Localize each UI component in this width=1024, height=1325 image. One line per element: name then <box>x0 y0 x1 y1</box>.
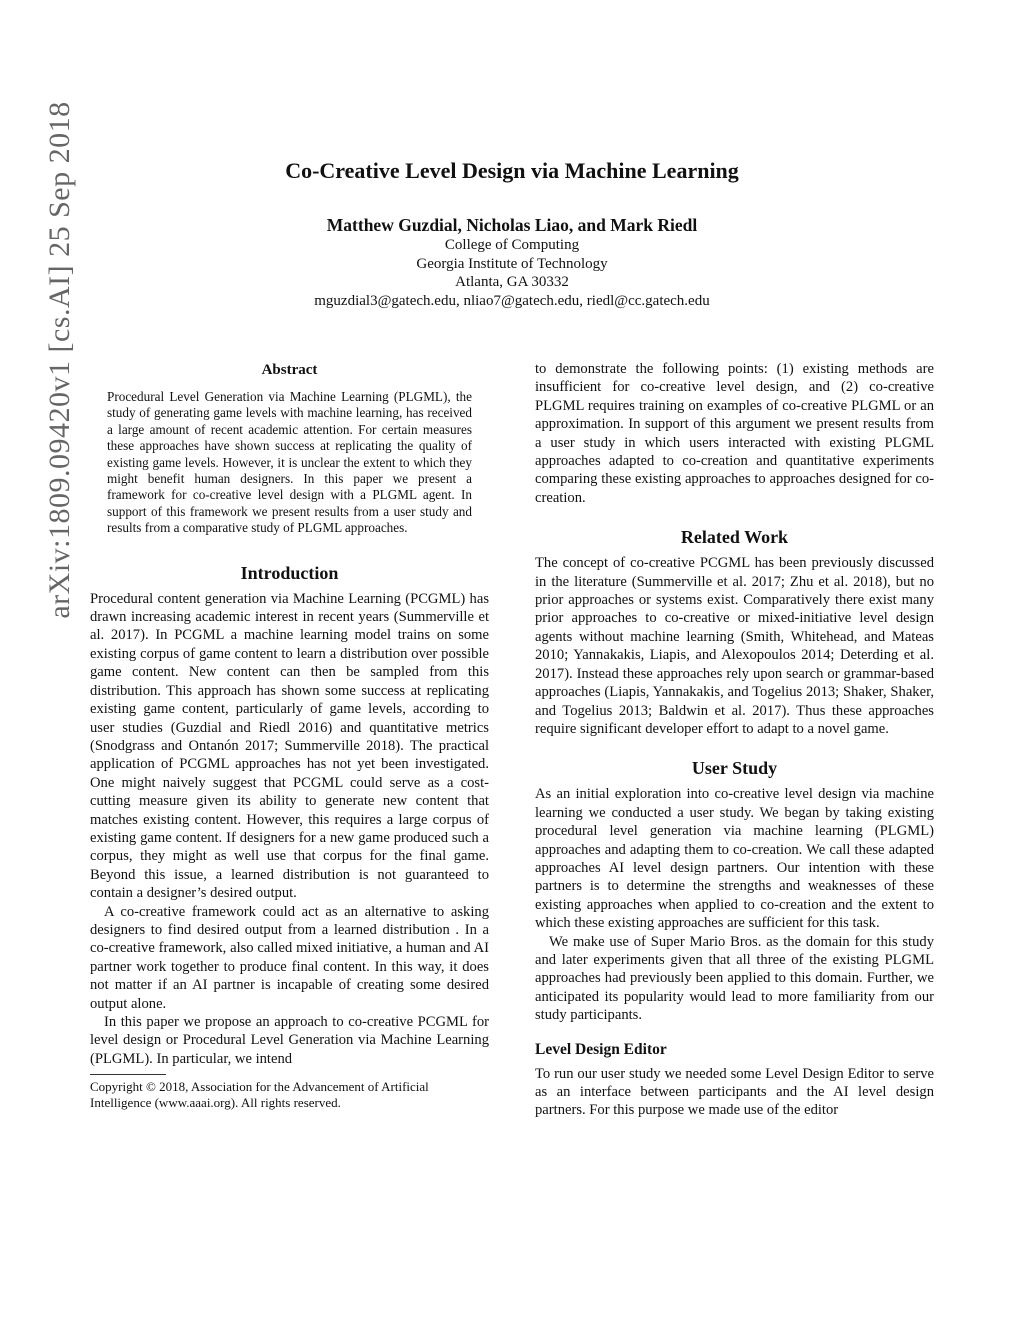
right-column <box>535 360 934 1120</box>
user-study-paragraph-2: We make use of Super Mario Bros. as the domain for this study and later experiments given that all three of the existing PLGML approaches had previously been applied to this domain. Further, we anticipated its popularity would lead to more familiarity from our study participants. <box>535 933 934 1024</box>
introduction-paragraph-2: A co-creative framework could act as an alternative to asking designers to find desired output from a learned distribution . In a co-creative framework, also called mixed initiative, a human and AI partner work together to produce final content. In this way, it does not matter if an AI partner is incapable of creating some desired output alone. <box>90 903 489 1012</box>
abstract-heading: Abstract <box>261 362 318 378</box>
affiliation-emails: mguzdial3@gatech.edu, nliao7@gatech.edu, riedl@cc.gatech.edu <box>314 292 710 309</box>
user-study-heading: User Study <box>691 758 778 779</box>
arxiv-identifier: arXiv:1809.09420v1 [cs.AI] 25 Sep 2018 <box>43 101 76 619</box>
user-study-paragraph-1: As an initial exploration into co-creative level design via machine learning we conducted a user study. We began by taking existing procedural level generation via machine learning (PLGML) approaches and adapting them to co-creation. We call these adapted approaches AI level design partners. Our intention with these partners is to determine the strengths and weaknesses of these existing approaches when applied to co-creation and the extent to which these existing approaches are sufficient for this task. <box>535 786 934 932</box>
abstract-block <box>90 389 489 537</box>
introduction-paragraph-3: In this paper we propose an approach to co-creative PCGML for level design or Procedural Level Generation via Machine Learning (PLGML). In particular, we intend <box>90 1014 489 1067</box>
footnote-rule <box>90 1074 166 1075</box>
introduction-heading: Introduction <box>240 562 339 583</box>
paper-authors: Matthew Guzdial, Nicholas Liao, and Mark Riedl <box>326 215 698 235</box>
affiliation-college: College of Computing <box>444 237 580 253</box>
affiliation-institute: Georgia Institute of Technology <box>416 255 608 272</box>
related-work-text: The concept of co-creative PCGML has been previously discussed in the literature (Summerville et al. 2017; Zhu et al. 2018), but no prior approaches or systems exist. Comparatively there exist many prior approaches to co-creative or mixed-initiative level design agents without machine learning (Smith, Whitehead, and Mateas 2010; Yannakakis, Liapis, and Alexopoulos 2014; Deterding et al. 2017). Instead these approaches rely upon search or grammar-based approaches (Liapis, Yannakakis, and Togelius 2013; Shaker, Shaker, and Togelius 2013; Baldwin et al. 2017). Thus these approaches require significant developer effort to adapt to a novel game. <box>535 555 934 737</box>
introduction-paragraph-1: Procedural content generation via Machine Learning (PCGML) has drawn increasing academic interest in recent years (Summerville et al. 2017). In PCGML a machine learning model trains on some existing corpus of game content to learn a distribution over possible game content. New content can then be sampled from this distribution. This approach has shown some success at replicating existing game content, particularly of game levels, according to user studies (Guzdial and Riedl 2016) and quantitative metrics (Snodgrass and Ontanón 2017; Summerville 2018). The practical application of PCGML approaches has not yet been investigated. One might naively suggest that PCGML could serve as a cost-cutting measure given its ability to generate new content that matches existing content. However, this requires a large corpus of existing game content. If designers for a new game produced such a corpus, they might as well use that corpus for the final game. Beyond this issue, a learned distribution is not guaranteed to contain a designer’s desired output. <box>90 590 489 902</box>
paper-title: Co-Creative Level Design via Machine Learning <box>285 158 739 183</box>
abstract-text: Procedural Level Generation via Machine Learning (PLGML), the study of generating game levels with machine learning, has received a large amount of recent academic attention. For certain measures these approaches have shown success at replicating the quality of existing game levels. However, it is unclear the extent to which they might benefit human designers. In this paper we present a framework for co-creative level design with a PLGML agent. In support of this framework we present results from a user study and results from a comparative study of PLGML approaches. <box>107 389 472 536</box>
related-work-heading: Related Work <box>680 527 789 548</box>
left-column <box>90 360 489 1111</box>
arxiv-sidebar <box>20 101 76 950</box>
level-design-editor-text: To run our user study we needed some Level Design Editor to serve as an interface between participants and the AI level design partners. For this purpose we made use of the editor <box>535 1065 934 1119</box>
copyright-footnote: Copyright © 2018, Association for the Advancement of Artificial Intelligence (www.aaai.org). All rights reserved. <box>90 1079 429 1111</box>
level-design-editor-heading: Level Design Editor <box>535 1040 667 1058</box>
introduction-continuation: to demonstrate the following points: (1) existing methods are insufficient for co-creative level design, and (2) co-creative PLGML requires training on examples of co-creative PLGML or an approximation. In support of this argument we present results from a user study in which users interacted with existing PLGML approaches adapted to co-creation and quantitative experiments comparing these existing approaches to approaches designed for co-creation. <box>535 361 934 506</box>
affiliation-block <box>0 236 1024 310</box>
affiliation-address: Atlanta, GA 30332 <box>455 274 569 290</box>
